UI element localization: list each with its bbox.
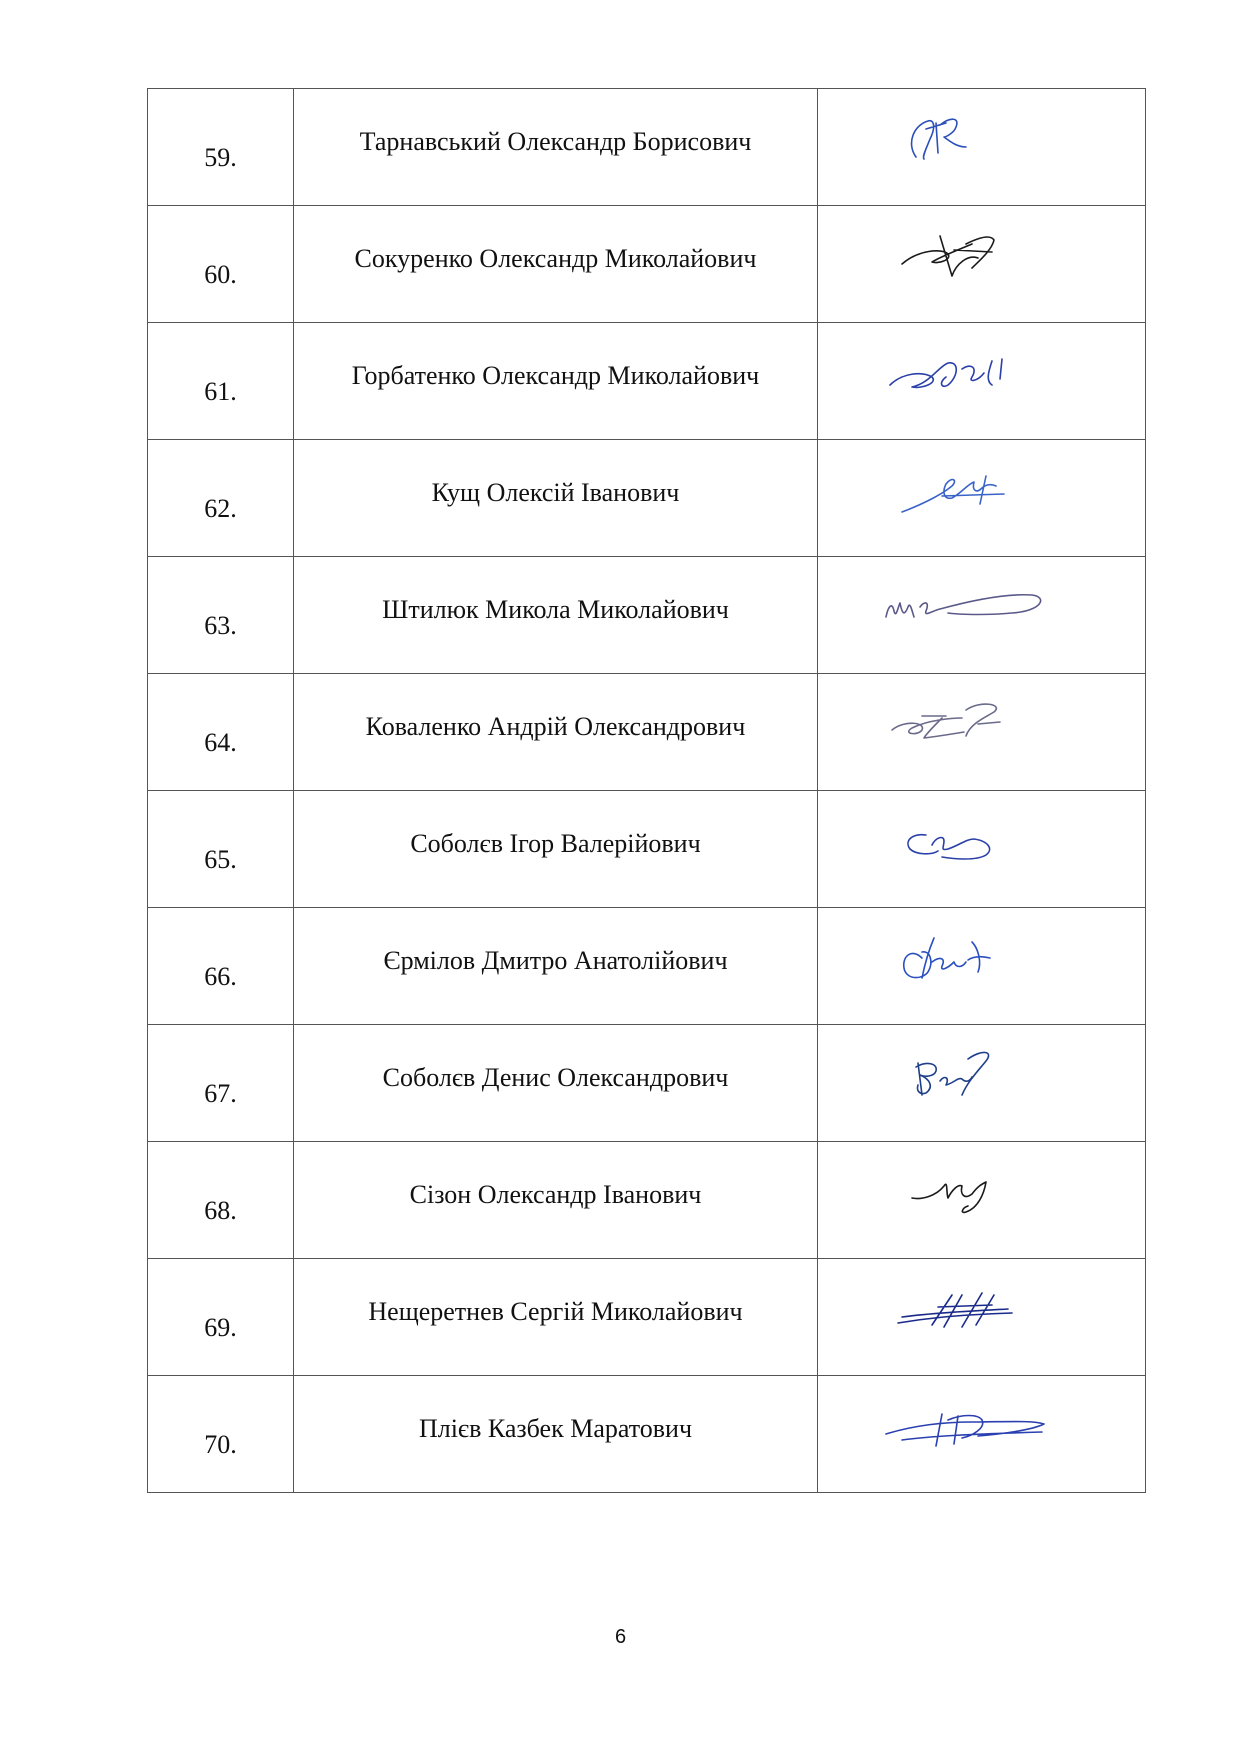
row-number: 68. — [204, 1196, 237, 1225]
row-number-cell — [148, 791, 294, 908]
person-name: Коваленко Андрій Олександрович — [365, 712, 746, 741]
signature-stroke — [892, 704, 1000, 738]
name-cell — [294, 206, 818, 323]
row-number-cell — [148, 1376, 294, 1493]
signature-stroke — [886, 595, 1041, 617]
table-row — [148, 89, 1146, 206]
row-number: 63. — [204, 611, 237, 640]
signature-cell — [818, 557, 1146, 674]
signature-cell — [818, 89, 1146, 206]
person-name: Єрмілов Дмитро Анатолійович — [383, 946, 728, 975]
signature-cell — [818, 908, 1146, 1025]
table-row — [148, 674, 1146, 791]
signature-stroke — [908, 835, 990, 859]
signature-image — [882, 922, 1082, 1002]
signature-stroke — [898, 1293, 1012, 1327]
name-cell — [294, 1025, 818, 1142]
person-name: Кущ Олексій Іванович — [431, 478, 680, 507]
table-row — [148, 908, 1146, 1025]
signature-image — [882, 454, 1082, 534]
person-name: Соболєв Денис Олександрович — [382, 1063, 729, 1092]
name-cell — [294, 908, 818, 1025]
signature-stroke — [886, 1414, 1044, 1446]
person-name: Тарнавський Олександр Борисович — [359, 127, 752, 156]
signature-image — [882, 1039, 1082, 1119]
name-cell — [294, 674, 818, 791]
row-number-cell — [148, 440, 294, 557]
person-name: Сізон Олександр Іванович — [409, 1180, 702, 1209]
signature-stroke — [916, 1052, 989, 1095]
signature-image — [882, 688, 1082, 768]
page-number: 6 — [614, 1626, 627, 1648]
signature-image — [882, 103, 1082, 183]
row-number-cell — [148, 908, 294, 1025]
signature-stroke — [902, 476, 1004, 512]
row-number-cell — [148, 89, 294, 206]
row-number: 64. — [204, 728, 237, 757]
signature-stroke — [890, 359, 1002, 387]
row-number: 69. — [204, 1313, 237, 1342]
row-number: 65. — [204, 845, 237, 874]
row-number: 59. — [204, 143, 237, 172]
table-row — [148, 1376, 1146, 1493]
table-row — [148, 440, 1146, 557]
table-row — [148, 323, 1146, 440]
row-number-cell — [148, 323, 294, 440]
signature-table — [147, 88, 1146, 1493]
signature-stroke — [904, 938, 990, 978]
signature-cell — [818, 674, 1146, 791]
signature-cell — [818, 323, 1146, 440]
person-name: Горбатенко Олександр Миколайович — [351, 361, 760, 390]
row-number: 60. — [204, 260, 237, 289]
row-number: 66. — [204, 962, 237, 991]
row-number: 67. — [204, 1079, 237, 1108]
signature-stroke — [912, 1182, 986, 1212]
person-name: Сокуренко Олександр Миколайович — [354, 244, 757, 273]
name-cell — [294, 440, 818, 557]
name-cell — [294, 1259, 818, 1376]
row-number-cell — [148, 1259, 294, 1376]
row-number-cell — [148, 1025, 294, 1142]
signature-image — [882, 805, 1082, 885]
signature-image — [882, 571, 1082, 651]
row-number: 62. — [204, 494, 237, 523]
signature-cell — [818, 206, 1146, 323]
row-number: 70. — [204, 1430, 237, 1459]
signature-cell — [818, 440, 1146, 557]
name-cell — [294, 557, 818, 674]
table-row — [148, 1025, 1146, 1142]
table-row — [148, 206, 1146, 323]
signature-table-body — [148, 89, 1146, 1493]
row-number: 61. — [204, 377, 237, 406]
signature-image — [882, 1156, 1082, 1236]
signature-cell — [818, 1259, 1146, 1376]
row-number-cell — [148, 1142, 294, 1259]
table-row — [148, 557, 1146, 674]
table-row — [148, 1142, 1146, 1259]
person-name: Нещеретнев Сергій Миколайович — [368, 1297, 743, 1326]
name-cell — [294, 89, 818, 206]
name-cell — [294, 791, 818, 908]
signature-image — [882, 337, 1082, 417]
signature-image — [882, 1273, 1082, 1353]
name-cell — [294, 1142, 818, 1259]
signature-cell — [818, 1025, 1146, 1142]
row-number-cell — [148, 206, 294, 323]
signature-stroke — [902, 236, 994, 276]
signature-cell — [818, 791, 1146, 908]
signature-stroke — [912, 119, 966, 159]
signature-cell — [818, 1376, 1146, 1493]
row-number-cell — [148, 674, 294, 791]
person-name: Плієв Казбек Маратович — [418, 1414, 693, 1443]
signature-image — [882, 220, 1082, 300]
signature-image — [882, 1390, 1082, 1470]
person-name: Соболєв Ігор Валерійович — [410, 829, 701, 858]
row-number-cell — [148, 557, 294, 674]
person-name: Штилюк Микола Миколайович — [382, 595, 729, 624]
table-row — [148, 1259, 1146, 1376]
signature-cell — [818, 1142, 1146, 1259]
name-cell — [294, 1376, 818, 1493]
name-cell — [294, 323, 818, 440]
table-row — [148, 791, 1146, 908]
